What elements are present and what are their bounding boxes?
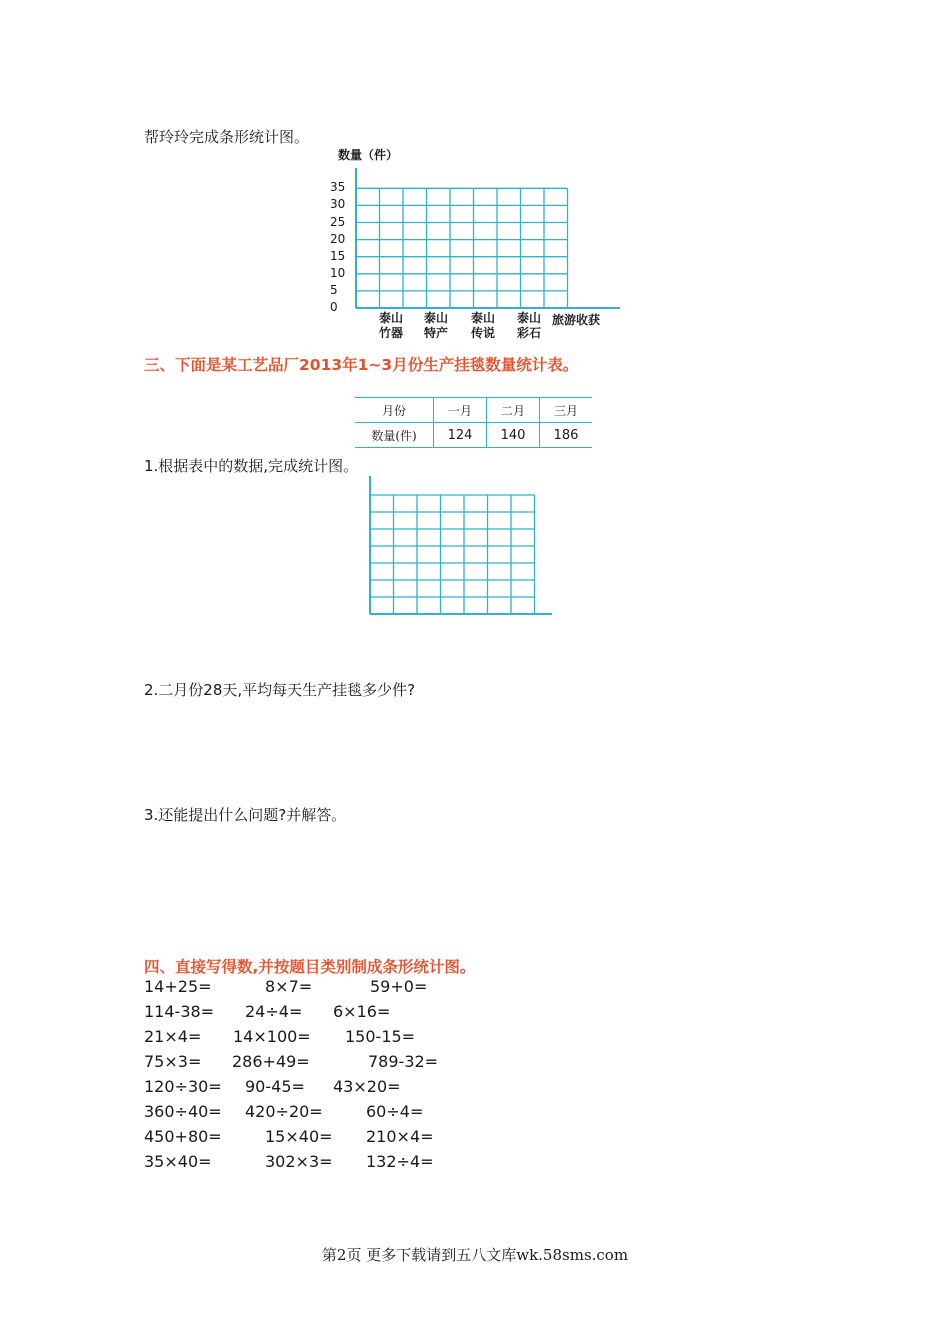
arithmetic-problem: 90-45= xyxy=(245,1077,305,1096)
arithmetic-problem: 60÷4= xyxy=(366,1102,424,1121)
x-category-line: 彩石 xyxy=(516,326,541,340)
y-axis-label: 数量（件） xyxy=(338,148,399,162)
y-tick-label: 15 xyxy=(330,248,346,263)
x-category-label xyxy=(416,311,456,341)
table-header-cell: 月份 xyxy=(355,398,434,423)
arithmetic-problem: 14×100= xyxy=(233,1027,311,1046)
table-header-cell: 三月 xyxy=(540,398,593,423)
x-category-line: 传说 xyxy=(470,326,495,340)
arithmetic-problem: 210×4= xyxy=(366,1127,434,1146)
x-axis-title: 旅游收获 xyxy=(552,313,601,327)
x-category-line: 泰山 xyxy=(423,311,448,325)
y-tick-label: 0 xyxy=(330,300,338,314)
table-row xyxy=(355,423,592,448)
table-header-cell: 一月 xyxy=(434,398,487,423)
production-table xyxy=(355,397,592,448)
x-category-label xyxy=(509,311,549,341)
arithmetic-problem: 450+80= xyxy=(144,1127,222,1146)
page-footer: 第2页 更多下载请到五八文库wk.58sms.com xyxy=(321,1246,629,1264)
table-cell: 186 xyxy=(540,423,593,448)
y-tick-label: 20 xyxy=(330,231,346,246)
question-1: 1.根据表中的数据,完成统计图。 xyxy=(144,457,359,475)
x-category-line: 泰山 xyxy=(378,311,403,325)
y-tick-label: 10 xyxy=(330,265,346,280)
arithmetic-problem: 420÷20= xyxy=(245,1102,323,1121)
arithmetic-problem: 120÷30= xyxy=(144,1077,222,1096)
y-tick-label: 5 xyxy=(330,282,338,297)
question-3: 3.还能提出什么问题?并解答。 xyxy=(144,806,347,824)
arithmetic-problem: 150-15= xyxy=(345,1027,416,1046)
arithmetic-problem: 6×16= xyxy=(333,1002,391,1021)
section-3-heading: 三、下面是某工艺品厂2013年1~3月份生产挂毯数量统计表。 xyxy=(144,356,579,374)
arithmetic-problem: 14+25= xyxy=(144,977,212,996)
arithmetic-problem: 302×3= xyxy=(265,1152,333,1171)
section-4-heading: 四、直接写得数,并按题目类别制成条形统计图。 xyxy=(144,958,476,976)
y-tick-label: 35 xyxy=(330,180,346,195)
arithmetic-problem: 8×7= xyxy=(265,977,313,996)
arithmetic-problem: 789-32= xyxy=(368,1052,439,1071)
x-category-line: 竹器 xyxy=(378,326,403,340)
arithmetic-problem: 15×40= xyxy=(265,1127,333,1146)
arithmetic-problem: 360÷40= xyxy=(144,1102,222,1121)
instruction-text: 帮玲玲完成条形统计图。 xyxy=(144,128,310,146)
table-cell: 124 xyxy=(434,423,487,448)
table-cell: 数量(件) xyxy=(355,423,434,448)
arithmetic-problem: 43×20= xyxy=(333,1077,401,1096)
y-tick-label: 25 xyxy=(330,214,346,229)
arithmetic-problem: 75×3= xyxy=(144,1052,202,1071)
y-tick-label: 30 xyxy=(330,197,346,212)
arithmetic-problem: 59+0= xyxy=(370,977,428,996)
arithmetic-problem: 286+49= xyxy=(232,1052,310,1071)
arithmetic-problem: 114-38= xyxy=(144,1002,215,1021)
arithmetic-problem: 24÷4= xyxy=(245,1002,303,1021)
arithmetic-problem: 132÷4= xyxy=(366,1152,434,1171)
blank-chart-grid xyxy=(364,474,559,620)
arithmetic-problem: 21×4= xyxy=(144,1027,202,1046)
x-category-line: 泰山 xyxy=(470,311,495,325)
table-cell: 140 xyxy=(487,423,540,448)
arithmetic-problem: 35×40= xyxy=(144,1152,212,1171)
x-category-label xyxy=(371,311,411,341)
x-category-label xyxy=(463,311,503,341)
table-header-cell: 二月 xyxy=(487,398,540,423)
table-header-row xyxy=(355,398,592,423)
question-2: 2.二月份28天,平均每天生产挂毯多少件? xyxy=(144,681,416,699)
x-category-line: 泰山 xyxy=(516,311,541,325)
bar-chart-grid xyxy=(340,160,630,320)
x-category-line: 特产 xyxy=(423,326,448,340)
